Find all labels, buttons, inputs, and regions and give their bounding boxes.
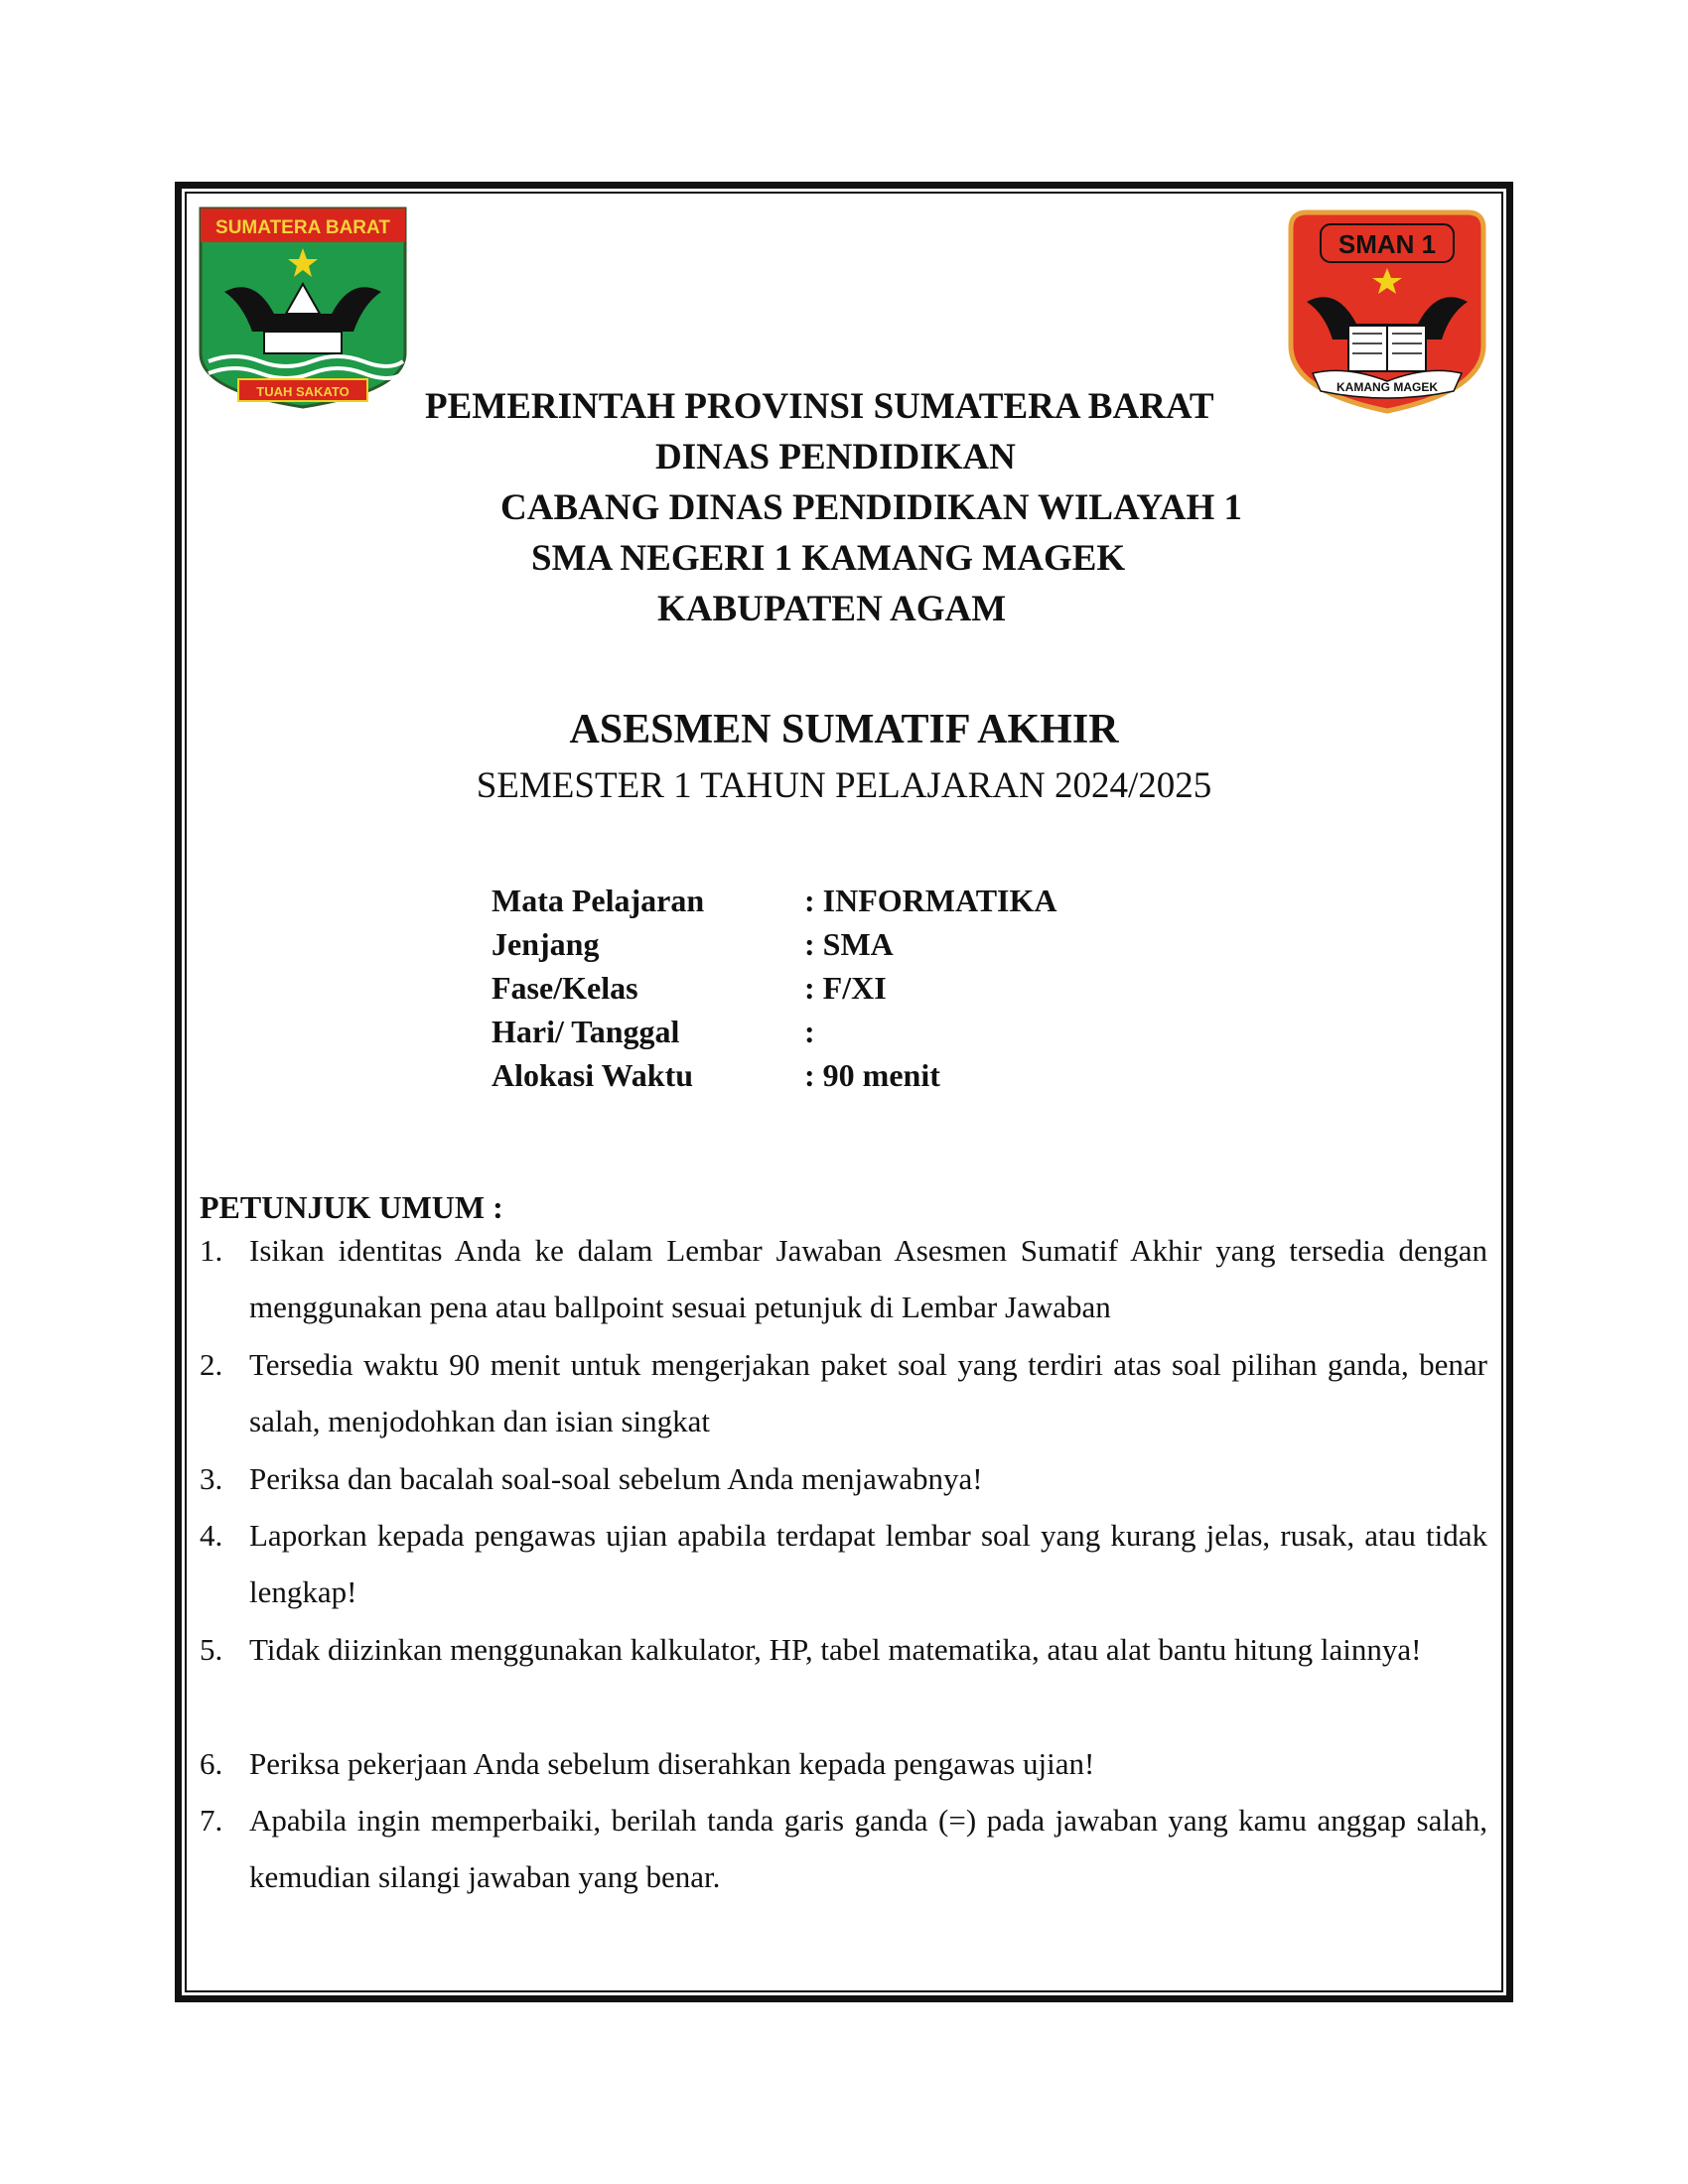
instruction-text: Apabila ingin memperbaiki, berilah tanda garis ganda (=) pada jawaban yang kamu anggap salah, kemudian silangi jawaban yang benar. <box>249 1803 1487 1894</box>
info-value: : <box>804 1014 815 1049</box>
info-label: Alokasi Waktu <box>492 1057 694 1093</box>
instruction-item <box>200 1621 1487 1678</box>
sumatera-barat-emblem <box>195 205 411 411</box>
instruction-text: Tidak diizinkan menggunakan kalkulator, HP, tabel matematika, atau alat bantu hitung lainnya! <box>249 1632 1422 1667</box>
document-subtitle: SEMESTER 1 TAHUN PELAJARAN 2024/2025 <box>476 765 1212 806</box>
header-line-kabupaten: KABUPATEN AGAM <box>657 589 1007 629</box>
instruction-item <box>200 1450 1487 1507</box>
instruction-number: 5. <box>200 1632 223 1667</box>
info-label: Mata Pelajaran <box>492 883 705 918</box>
sman1-kamang-magek-emblem <box>1287 206 1487 415</box>
instruction-text: Isikan identitas Anda ke dalam Lembar Jawaban Asesmen Sumatif Akhir yang tersedia dengan menggunakan pena atau ballpoint sesuai petunjuk di Lembar Jawaban <box>249 1233 1487 1324</box>
info-value: : F/XI <box>804 970 887 1006</box>
document-title: ASESMEN SUMATIF AKHIR <box>569 707 1119 752</box>
info-value: : SMA <box>804 926 894 962</box>
svg-text:SMAN 1: SMAN 1 <box>1337 229 1437 259</box>
instruction-item <box>200 1792 1487 1905</box>
instruction-text: Periksa dan bacalah soal-soal sebelum Anda menjawabnya! <box>249 1461 983 1496</box>
info-label: Jenjang <box>492 926 600 962</box>
instruction-number: 4. <box>200 1518 223 1553</box>
instruction-item <box>200 1336 1487 1449</box>
instruction-text: Tersedia waktu 90 menit untuk mengerjakan paket soal yang terdiri atas soal pilihan ganda, benar salah, menjodohkan dan isian singkat <box>249 1347 1487 1438</box>
svg-text:TUAH SAKATO: TUAH SAKATO <box>256 384 350 399</box>
instruction-text: Periksa pekerjaan Anda sebelum diserahkan kepada pengawas ujian! <box>249 1746 1095 1781</box>
info-value: : 90 menit <box>804 1057 940 1093</box>
header-line-cabang: CABANG DINAS PENDIDIKAN WILAYAH 1 <box>500 487 1242 528</box>
svg-text:KAMANG MAGEK: KAMANG MAGEK <box>1336 380 1438 394</box>
instruction-item <box>200 1222 1487 1335</box>
instructions-heading: PETUNJUK UMUM : <box>200 1189 503 1225</box>
info-value: : INFORMATIKA <box>804 883 1057 918</box>
instruction-item <box>200 1507 1487 1620</box>
instruction-number: 7. <box>200 1803 223 1838</box>
instruction-number: 3. <box>200 1461 223 1496</box>
header-line-province: PEMERINTAH PROVINSI SUMATERA BARAT <box>425 386 1214 427</box>
instruction-number: 6. <box>200 1746 223 1781</box>
info-label: Fase/Kelas <box>492 970 638 1006</box>
instruction-number: 2. <box>200 1347 223 1382</box>
info-label: Hari/ Tanggal <box>492 1014 680 1049</box>
header-line-school: SMA NEGERI 1 KAMANG MAGEK <box>531 538 1126 579</box>
instruction-text: Laporkan kepada pengawas ujian apabila terdapat lembar soal yang kurang jelas, rusak, atau tidak lengkap! <box>249 1518 1487 1609</box>
svg-text:SUMATERA BARAT: SUMATERA BARAT <box>215 217 390 238</box>
instruction-number: 1. <box>200 1233 223 1268</box>
header-line-dinas: DINAS PENDIDIKAN <box>655 437 1016 478</box>
instruction-item <box>200 1735 1487 1792</box>
